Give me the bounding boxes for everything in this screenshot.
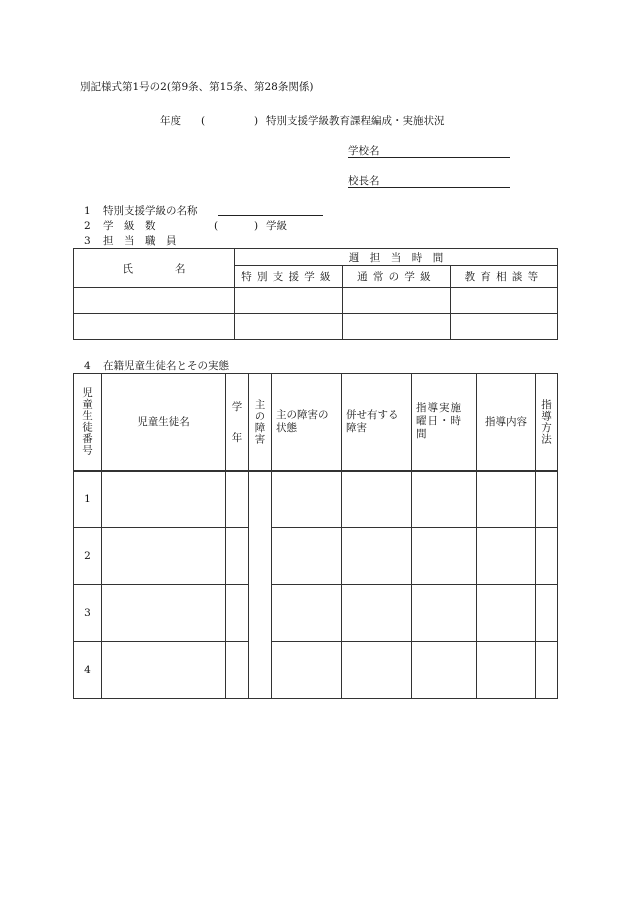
- coexisting-disability-header: [342, 374, 412, 471]
- special-class-hours-header: 特別支援学級: [235, 266, 343, 288]
- guidance-method-cell[interactable]: [536, 585, 558, 642]
- year-paren-close: ): [254, 115, 259, 127]
- student-number-header-text: 児童生徒番号: [81, 387, 93, 457]
- main-disability-header-text: 主の障害: [253, 398, 266, 445]
- regular-class-hours-cell[interactable]: [343, 288, 451, 314]
- special-class-hours-cell[interactable]: [235, 288, 343, 314]
- consultation-hours-cell[interactable]: [451, 288, 558, 314]
- special-class-hours-cell[interactable]: [235, 314, 343, 340]
- student-number-header: [74, 374, 102, 471]
- coexisting-disability-header-text: 併せ有する障害: [346, 408, 399, 434]
- form-reference: 別記様式第1号の2(第9条、第15条、第28条関係): [80, 81, 314, 93]
- item-2-number: 2: [84, 220, 91, 232]
- student-row-number: 4: [74, 642, 102, 699]
- grade-cell[interactable]: [226, 585, 249, 642]
- coexisting-disability-cell[interactable]: [342, 642, 412, 699]
- staff-name-header: 氏 名: [74, 249, 235, 288]
- guidance-content-cell[interactable]: [477, 585, 536, 642]
- student-row: [74, 528, 558, 585]
- student-row: [74, 642, 558, 699]
- guidance-method-header: [536, 374, 558, 471]
- document-title: 特別支援学級教育課程編成・実施状況: [266, 115, 445, 127]
- staff-name-cell[interactable]: [74, 288, 235, 314]
- grade-cell[interactable]: [226, 471, 249, 528]
- section-4-number: 4: [84, 360, 91, 372]
- main-disability-header: [249, 374, 272, 471]
- student-row-number: 3: [74, 585, 102, 642]
- guidance-content-cell[interactable]: [477, 528, 536, 585]
- guidance-schedule-cell[interactable]: [412, 642, 477, 699]
- coexisting-disability-cell[interactable]: [342, 585, 412, 642]
- guidance-content-cell[interactable]: [477, 471, 536, 528]
- item-3-number: 3: [84, 235, 91, 247]
- guidance-schedule-cell[interactable]: [412, 585, 477, 642]
- item-3-label: 担 当 職 員: [103, 235, 177, 247]
- regular-class-hours-cell[interactable]: [343, 314, 451, 340]
- class-count-suffix: 学級: [266, 220, 287, 232]
- weekly-hours-header: 週 担 当 時 間: [235, 249, 558, 266]
- student-row: [74, 471, 558, 528]
- item-2-label: 学 級 数: [103, 220, 156, 232]
- guidance-method-cell[interactable]: [536, 471, 558, 528]
- school-name-label: 学校名: [348, 145, 380, 157]
- student-row-number: 2: [74, 528, 102, 585]
- staff-table: [73, 248, 558, 340]
- guidance-schedule-header-text: 指導実施曜日・時間: [416, 402, 462, 441]
- item-1-label: 特別支援学級の名称: [103, 205, 198, 217]
- consultation-hours-header: 教育相談等: [451, 266, 558, 288]
- student-name-cell[interactable]: [102, 642, 226, 699]
- main-disability-state-cell[interactable]: [272, 585, 342, 642]
- grade-header-top: 学: [231, 400, 243, 413]
- student-name-cell[interactable]: [102, 528, 226, 585]
- guidance-schedule-header: [412, 374, 477, 471]
- main-disability-state-cell[interactable]: [272, 642, 342, 699]
- fiscal-year-label: 年度: [160, 115, 181, 127]
- main-disability-state-cell[interactable]: [272, 528, 342, 585]
- year-paren-open: (: [201, 115, 206, 127]
- consultation-hours-cell[interactable]: [451, 314, 558, 340]
- class-count-paren-open: (: [214, 220, 219, 232]
- section-4-title: 在籍児童生徒名とその実態: [103, 360, 229, 372]
- student-name-cell[interactable]: [102, 471, 226, 528]
- guidance-schedule-cell[interactable]: [412, 528, 477, 585]
- student-table: [73, 373, 558, 699]
- principal-name-underline: [348, 187, 510, 188]
- guidance-method-cell[interactable]: [536, 528, 558, 585]
- guidance-schedule-cell[interactable]: [412, 471, 477, 528]
- coexisting-disability-cell[interactable]: [342, 528, 412, 585]
- main-disability-state-cell[interactable]: [272, 471, 342, 528]
- staff-name-cell[interactable]: [74, 314, 235, 340]
- student-row-number: 1: [74, 471, 102, 528]
- grade-cell[interactable]: [226, 528, 249, 585]
- coexisting-disability-cell[interactable]: [342, 471, 412, 528]
- main-disability-state-header-text: 主の障害の状態: [276, 408, 329, 434]
- grade-header: [226, 374, 249, 471]
- student-row: [74, 585, 558, 642]
- principal-name-label: 校長名: [348, 175, 380, 187]
- regular-class-hours-header: 通常の学級: [343, 266, 451, 288]
- guidance-method-header-text: 指導方法: [540, 398, 552, 445]
- main-disability-cell[interactable]: [249, 471, 272, 699]
- school-name-underline: [348, 157, 510, 158]
- grade-header-bottom: 年: [231, 431, 243, 444]
- guidance-content-cell[interactable]: [477, 642, 536, 699]
- student-name-header: 児童生徒名: [102, 374, 226, 471]
- class-count-paren-close: ): [254, 220, 259, 232]
- item-1-number: 1: [84, 205, 91, 217]
- grade-cell[interactable]: [226, 642, 249, 699]
- guidance-method-cell[interactable]: [536, 642, 558, 699]
- main-disability-state-header: [272, 374, 342, 471]
- student-name-cell[interactable]: [102, 585, 226, 642]
- class-name-underline: [218, 215, 323, 216]
- guidance-content-header: 指導内容: [477, 374, 536, 471]
